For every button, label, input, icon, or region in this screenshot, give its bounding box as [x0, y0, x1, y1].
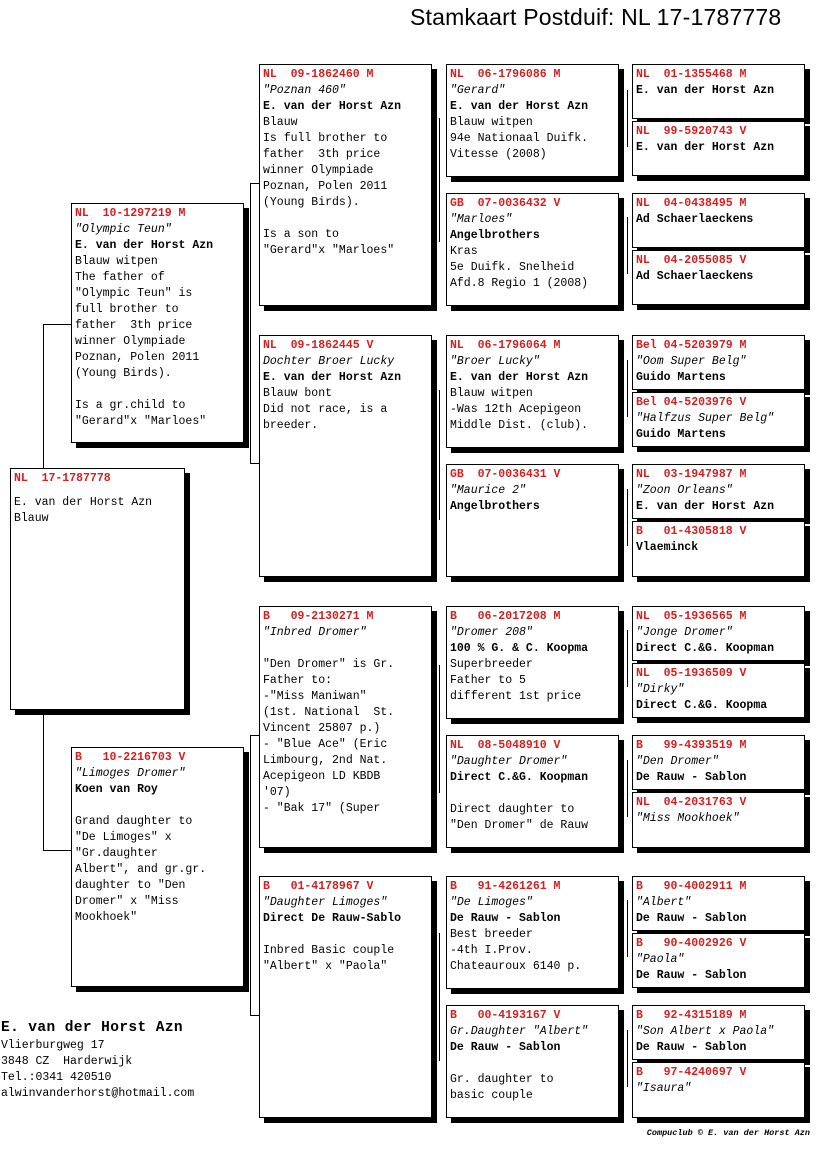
pigeon-info: Grand daughter to "De Limoges" x "Gr.daughter Albert", and gr.gr. daughter to "Den Dromer" x "Miss Mookhoek" — [75, 815, 207, 924]
pigeon-card-sds[interactable] — [446, 335, 619, 448]
pigeon-card-dam-dam[interactable] — [259, 876, 432, 1118]
pigeon-name: "Halfzus Super Belg" — [636, 412, 775, 425]
pigeon-card-dam[interactable] — [71, 747, 244, 987]
pigeon-name: "Inbred Dromer" — [263, 626, 367, 639]
connector-line — [250, 735, 259, 736]
pigeon-card-gen5[interactable] — [632, 335, 805, 390]
connector-line — [627, 630, 628, 687]
ring-number: NL 99-5920743 V — [636, 125, 747, 138]
pigeon-name: "Miss Mookhoek" — [636, 812, 740, 825]
pigeon-card-subject[interactable] — [10, 468, 185, 710]
pigeon-info: Kras 5e Duifk. Snelheid Afd.8 Regio 1 (2008) — [450, 245, 589, 290]
ring-number: Bel 04-5203979 M — [636, 339, 747, 352]
connector-line — [627, 489, 628, 546]
connector-line — [250, 1015, 259, 1016]
owner: Guido Martens — [636, 428, 726, 441]
ring-number: B 90-4002926 V — [636, 937, 747, 950]
owner: De Rauw - Sablon — [636, 771, 747, 784]
connector-line — [627, 1030, 628, 1087]
breeder-phone: Tel.:0341 420510 — [1, 1071, 112, 1084]
ring-number: NL 04-2055085 V — [636, 254, 747, 267]
breeder-email[interactable]: alwinvanderhorst@hotmail.com — [1, 1087, 195, 1100]
pigeon-name: "Son Albert x Paola" — [636, 1025, 775, 1038]
pigeon-card-gen5[interactable] — [632, 64, 805, 119]
ring-number: B 09-2130271 M — [263, 610, 374, 623]
connector-line — [43, 324, 44, 469]
ring-number: NL 06-1796064 M — [450, 339, 561, 352]
pigeon-name: "Den Dromer" — [636, 755, 719, 768]
ring-number: NL 17-1787778 — [14, 472, 111, 485]
pigeon-info: Blauw witpen -Was 12th Acepigeon Middle Dist. (club). — [450, 387, 589, 432]
pigeon-name: "Dromer 208" — [450, 626, 533, 639]
owner: Guido Martens — [636, 371, 726, 384]
pigeon-card-ddd[interactable] — [446, 1005, 619, 1118]
pigeon-card-dds[interactable] — [446, 876, 619, 989]
owner: Angelbrothers — [450, 500, 540, 513]
pigeon-card-sire-dam[interactable] — [259, 335, 432, 577]
ring-number: B 99-4393519 M — [636, 739, 747, 752]
owner: Ad Schaerlaeckens — [636, 270, 754, 283]
ring-number: NL 09-1862445 V — [263, 339, 374, 352]
pigeon-card-gen5[interactable] — [632, 193, 805, 248]
breeder-city: 3848 CZ Harderwijk — [1, 1055, 133, 1068]
pigeon-name: "De Limoges" — [450, 896, 533, 909]
pigeon-name: "Limoges Dromer" — [75, 767, 186, 780]
connector-line — [439, 390, 440, 520]
pigeon-info: Gr. daughter to basic couple — [450, 1073, 554, 1102]
owner: E. van der Horst Azn — [636, 141, 775, 154]
ring-number: Bel 04-5203976 V — [636, 396, 747, 409]
ring-number: NL 05-1936565 M — [636, 610, 747, 623]
owner: E. van der Horst Azn — [636, 84, 775, 97]
ring-number: B 10-2216703 V — [75, 751, 186, 764]
ring-number: B 97-4240697 V — [636, 1066, 747, 1079]
ring-number: NL 10-1297219 M — [75, 207, 186, 220]
owner: Vlaeminck — [636, 541, 699, 554]
pigeon-info: Best breeder -4th I.Prov. Chateauroux 6140 p. — [450, 928, 582, 973]
pigeon-name: "Zoon Orleans" — [636, 484, 733, 497]
owner: Direct C.&G. Koopman — [636, 642, 775, 655]
owner: E. van der Horst Azn — [14, 496, 153, 509]
pigeon-card-sdd[interactable] — [446, 464, 619, 577]
connector-line — [250, 463, 259, 464]
pigeon-card-gen5[interactable] — [632, 521, 805, 577]
owner: E. van der Horst Azn — [263, 371, 402, 384]
pigeon-card-sire-sire[interactable] — [259, 64, 432, 306]
footer-credit: Compuclub © E. van der Horst Azn — [646, 1128, 810, 1138]
ring-number: B 01-4305818 V — [636, 525, 747, 538]
owner: Direct C.&G. Koopman — [450, 771, 589, 784]
owner: De Rauw - Sablon — [636, 969, 747, 982]
pigeon-card-gen5[interactable] — [632, 392, 805, 447]
pigeon-info: Blauw witpen The father of "Olympic Teun" is full brother to father 3th price winner Olympiade Poznan, Polen 2011 (Young Birds). Is a gr.child to "Gerard"x "Marloes" — [75, 255, 207, 428]
ring-number: B 91-4261261 M — [450, 880, 561, 893]
pigeon-card-gen5[interactable] — [632, 735, 805, 790]
ring-number: NL 08-5048910 V — [450, 739, 561, 752]
pigeon-name: "Jonge Dromer" — [636, 626, 733, 639]
pigeon-info: Direct daughter to "Den Dromer" de Rauw — [450, 803, 589, 832]
owner: De Rauw - Sablon — [450, 912, 561, 925]
pigeon-name: "Gerard" — [450, 84, 506, 97]
pigeon-name: "Isaura" — [636, 1082, 692, 1095]
pigeon-card-gen5[interactable] — [632, 1062, 805, 1118]
owner: E. van der Horst Azn — [636, 500, 775, 513]
connector-line — [627, 900, 628, 957]
ring-number: B 92-4315189 M — [636, 1009, 747, 1022]
pigeon-info: Superbreeder Father to 5 different 1st price — [450, 658, 582, 703]
ring-number: B 01-4178967 V — [263, 880, 374, 893]
pigeon-name: "Broer Lucky" — [450, 355, 540, 368]
pigeon-card-dam-sire[interactable] — [259, 606, 432, 848]
pigeon-name: "Daughter Dromer" — [450, 755, 568, 768]
pigeon-name: "Albert" — [636, 896, 692, 909]
owner: De Rauw - Sablon — [450, 1041, 561, 1054]
ring-number: B 00-4193167 V — [450, 1009, 561, 1022]
pigeon-name: "Paola" — [636, 953, 685, 966]
ring-number: B 06-2017208 M — [450, 610, 561, 623]
connector-line — [439, 665, 440, 793]
pigeon-name: Dochter Broer Lucky — [263, 355, 395, 368]
owner: Ad Schaerlaeckens — [636, 213, 754, 226]
ring-number: NL 05-1936509 V — [636, 667, 747, 680]
connector-line — [627, 90, 628, 147]
owner: De Rauw - Sablon — [636, 912, 747, 925]
owner: Direct C.&G. Koopma — [636, 699, 768, 712]
connector-line — [439, 933, 440, 1061]
breeder-name: E. van der Horst Azn — [1, 1020, 184, 1036]
owner: E. van der Horst Azn — [75, 239, 214, 252]
pigeon-card-gen5[interactable] — [632, 933, 805, 988]
pigeon-name: "Maurice 2" — [450, 484, 526, 497]
ring-number: NL 04-2031763 V — [636, 796, 747, 809]
pigeon-card-gen5[interactable] — [632, 792, 805, 848]
pigeon-card-gen5[interactable] — [632, 606, 805, 661]
owner: 100 % G. & C. Koopma — [450, 642, 589, 655]
pigeon-card-gen5[interactable] — [632, 121, 805, 176]
pigeon-card-ssd[interactable] — [446, 193, 619, 306]
pigeon-name: "Olympic Teun" — [75, 223, 172, 236]
owner: E. van der Horst Azn — [450, 100, 589, 113]
connector-line — [627, 217, 628, 274]
pigeon-info: Blauw witpen 94e Nationaal Duifk. Vitesse (2008) — [450, 116, 589, 161]
pigeon-card-sire[interactable] — [71, 203, 244, 443]
owner: Angelbrothers — [450, 229, 540, 242]
connector-line — [43, 324, 71, 325]
connector-line — [43, 710, 44, 850]
pigeon-card-gen5[interactable] — [632, 464, 805, 519]
owner: Direct De Rauw-Sablo — [263, 912, 402, 925]
pigeon-name: Gr.Daughter "Albert" — [450, 1025, 589, 1038]
owner: Koen van Roy — [75, 783, 158, 796]
pigeon-info: Inbred Basic couple "Albert" x "Paola" — [263, 944, 395, 973]
connector-line — [439, 118, 440, 242]
pigeon-card-gen5[interactable] — [632, 250, 805, 305]
pigeon-name: "Daughter Limoges" — [263, 896, 388, 909]
pigeon-name: "Oom Super Belg" — [636, 355, 747, 368]
page-title: Stamkaart Postduif: NL 17-1787778 — [410, 4, 782, 30]
pigeon-card-gen5[interactable] — [632, 1005, 805, 1060]
ring-number: NL 03-1947987 M — [636, 468, 747, 481]
pigeon-name: "Marloes" — [450, 213, 513, 226]
pigeon-info: Blauw Is full brother to father 3th price winner Olympiade Poznan, Polen 2011 (Young Birds). Is a son to "Gerard"x "Marloes" — [263, 116, 395, 257]
pigeon-card-sss[interactable] — [446, 64, 619, 177]
ring-number: B 90-4002911 M — [636, 880, 747, 893]
pigeon-card-gen5[interactable] — [632, 663, 805, 718]
connector-line — [627, 760, 628, 817]
connector-line — [250, 183, 259, 184]
breeder-street: Vlierburgweg 17 — [1, 1039, 105, 1052]
owner: E. van der Horst Azn — [263, 100, 402, 113]
pigeon-info: Blauw bont Did not race, is a breeder. — [263, 387, 388, 432]
ring-number: NL 06-1796086 M — [450, 68, 561, 81]
pigeon-name: "Poznan 460" — [263, 84, 346, 97]
pigeon-card-gen5[interactable] — [632, 876, 805, 931]
connector-line — [627, 360, 628, 417]
connector-line — [250, 183, 251, 463]
connector-line — [43, 850, 71, 851]
ring-number: NL 09-1862460 M — [263, 68, 374, 81]
pigeon-info: Blauw — [14, 512, 49, 525]
pigeon-info: "Den Dromer" is Gr. Father to: -"Miss Maniwan" (1st. National St. Vincent 25807 p.) - "Blue Ace" (Eric Limbourg, 2nd Nat. Acepigeon LD KBDB '07) - "Bak 17" (Super — [263, 658, 395, 815]
pigeon-card-dss[interactable] — [446, 606, 619, 719]
pigeon-card-dsd[interactable] — [446, 735, 619, 848]
owner: De Rauw - Sablon — [636, 1041, 747, 1054]
connector-line — [250, 735, 251, 1015]
ring-number: GB 07-0036431 V — [450, 468, 561, 481]
breeder-contact — [1, 1018, 194, 1102]
ring-number: NL 01-1355468 M — [636, 68, 747, 81]
ring-number: NL 04-0438495 M — [636, 197, 747, 210]
ring-number: GB 07-0036432 V — [450, 197, 561, 210]
pigeon-name: "Dirky" — [636, 683, 685, 696]
owner: E. van der Horst Azn — [450, 371, 589, 384]
